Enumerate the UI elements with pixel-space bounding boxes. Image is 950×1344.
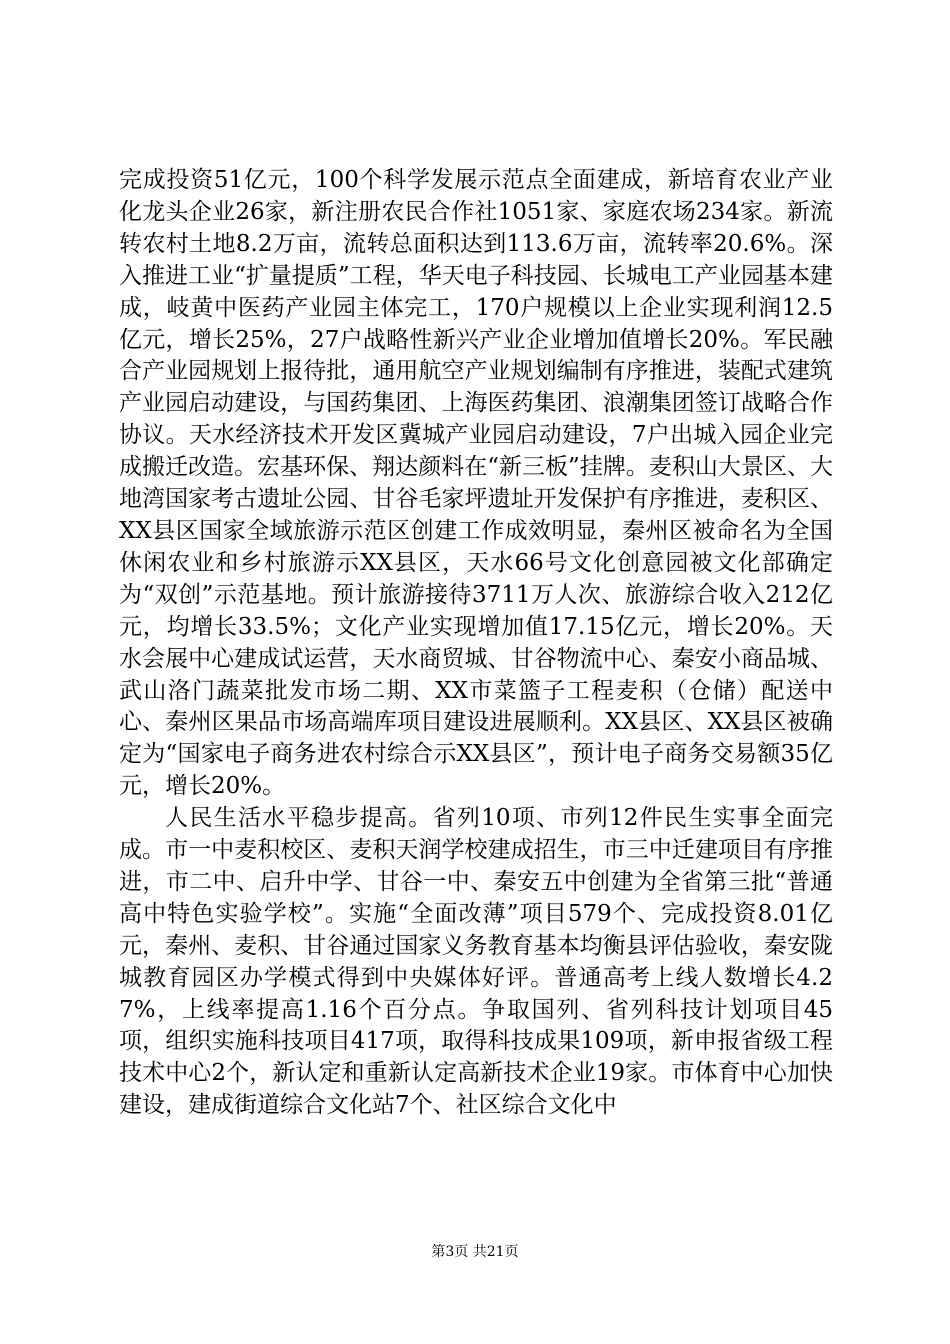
paragraph-1: 完成投资51亿元，100个科学发展示范点全面建成，新培育农业产业化龙头企业26家，新注册农民合作社1051家、家庭农场234家。新流转农村土地8.2万亩，流转总面积达到113.6万亩，流转率20.6%。深入推进工业“扩量提质”工程，华天电子科技园、长城电工产业园基本建成，岐黄中医药产业园主体完工，170户规模以上企业实现利润12.5亿元，增长25%，27户战略性新兴产业企业增加值增长20%。军民融合产业园规划上报待批，通用航空产业规划编制有序推进，装配式建筑产业园启动建设，与国药集团、上海医药集团、浪潮集团签订战略合作协议。天水经济技术开发区冀城产业园启动建设，7户出城入园企业完成搬迁改造。宏基环保、翔达颜料在“新三板”挂牌。麦积山大景区、大地湾国家考古遗址公园、甘谷毛家坪遗址开发保护有序推进，麦积区、XX县区国家全域旅游示范区创建工作成效明显，秦州区被命名为全国休闲农业和乡村旅游示XX县区，天水66号文化创意园被文化部确定为“双创”示范基地。预计旅游接待3711万人次、旅游综合收入212亿元，均增长33.5%；文化产业实现增加值17.15亿元，增长20%。天水会展中心建成试运营，天水商贸城、甘谷物流中心、秦安小商品城、武山洛门蔬菜批发市场二期、XX市菜篮子工程麦积（仓储）配送中心、秦州区果品市场高端库项目建设进展顺利。XX县区、XX县区被确定为“国家电子商务进农村综合示XX县区”，预计电子商务交易额35亿元，增长20%。 bbox=[119, 167, 833, 800]
paragraph-2: 人民生活水平稳步提高。省列10项、市列12件民生实事全面完成。市一中麦积校区、麦积天润学校建成招生，市三中迁建项目有序推进，市二中、启升中学、甘谷一中、秦安五中创建为全省第三批“普通高中特色实验学校”。实施“全面改薄”项目579个、完成投资8.01亿元，秦州、麦积、甘谷通过国家义务教育基本均衡县评估验收，秦安陇城教育园区办学模式得到中央媒体好评。普通高考上线人数增长4.27%，上线率提高1.16个百分点。争取国列、省列科技计划项目45项，组织实施科技项目417项，取得科技成果109项，新申报省级工程技术中心2个，新认定和重新认定高新技术企业19家。市体育中心加快建设，建成街道综合文化站7个、社区综合文化中 bbox=[119, 805, 833, 1119]
document-body bbox=[119, 165, 833, 1122]
page-footer: 第3页 共21页 bbox=[431, 1244, 519, 1260]
